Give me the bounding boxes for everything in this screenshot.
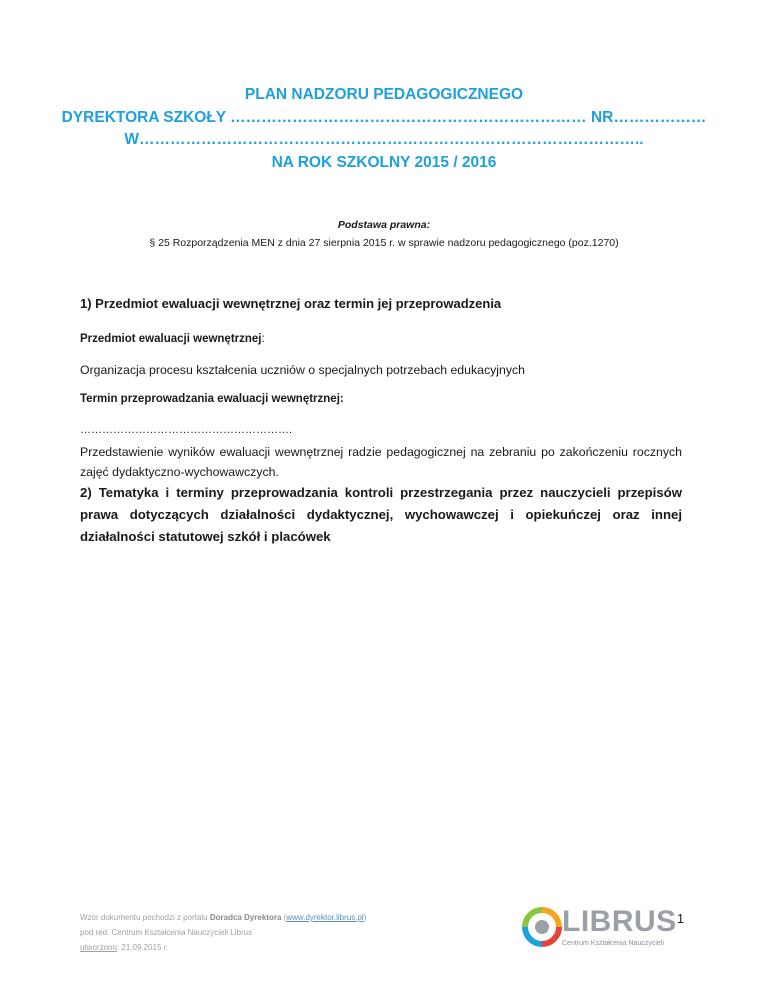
footer-created-label: utworzono [80,943,117,952]
evaluation-subject-text: Organizacja procesu kształcenia uczniów o specjalnych potrzebach edukacyjnych [80,363,525,377]
evaluation-subject-label-text: Przedmiot ewaluacji wewnętrznej [80,333,262,345]
title-line-2: DYREKTORA SZKOŁY …………………………………………………………… NR……………… [61,108,707,126]
document-footer [80,910,500,955]
footer-paren-close: ) [363,913,367,922]
document-title [60,84,708,174]
librus-logo-icon [522,907,562,947]
evaluation-subject-colon: : [261,333,265,345]
title-line-1: PLAN NADZORU PEDAGOGICZNEGO [244,86,524,103]
librus-logo [522,903,677,955]
title-line-4: NA ROK SZKOLNY 2015 / 2016 [271,153,497,171]
footer-created-value: : 21.09.2015 r. [116,943,169,952]
footer-created-line [80,940,500,955]
footer-editor-line: pod red. Centrum Kształcenia Nauczycieli Librus [80,928,253,937]
footer-paren-open: ( [281,913,287,922]
legal-basis-text: § 25 Rozporządzenia MEN z dnia 27 sierpnia 2015 r. w sprawie nadzoru pedagogicznego (poz.1270) [149,237,619,249]
title-line-3: W…………………………………………………………………………………….. [124,131,644,148]
legal-basis-label: Podstawa prawna: [337,219,431,231]
evaluation-term-value: …………………………………………………. [80,424,293,436]
footer-source-line [80,910,500,925]
librus-logo-subtitle: Centrum Kształcenia Nauczycieli [562,940,664,947]
evaluation-term-label: Termin przeprowadzania ewaluacji wewnętrznej: [80,393,344,405]
footer-source-brand: Doradca Dyrektora [209,913,282,922]
footer-portal-link[interactable]: www.dyrektor.librus.pl [286,913,364,922]
results-presentation-text: Przedstawienie wyników ewaluacji wewnętrznej radzie pedagogicznej na zebraniu po zakończeniu rocznych zajęć dydaktyczno-wychowawczych. [80,445,682,479]
section-1-heading: 1) Przedmiot ewaluacji wewnętrznej oraz termin jej przeprowadzenia [80,296,502,311]
page-number: 1 [677,912,684,926]
librus-logo-word: LIBRUS [562,905,677,938]
section-2-heading: 2) Tematyka i terminy przeprowadzania kontroli przestrzegania przez nauczycieli przepisów prawa dotyczących działalności dydaktycznej, wychowawczej i opiekuńczej oraz innej działalności statutowej szkół i placówek [80,485,682,544]
evaluation-subject-label [80,333,682,345]
footer-source-prefix: Wzór dokumentu pochodzi z portalu [80,913,210,922]
